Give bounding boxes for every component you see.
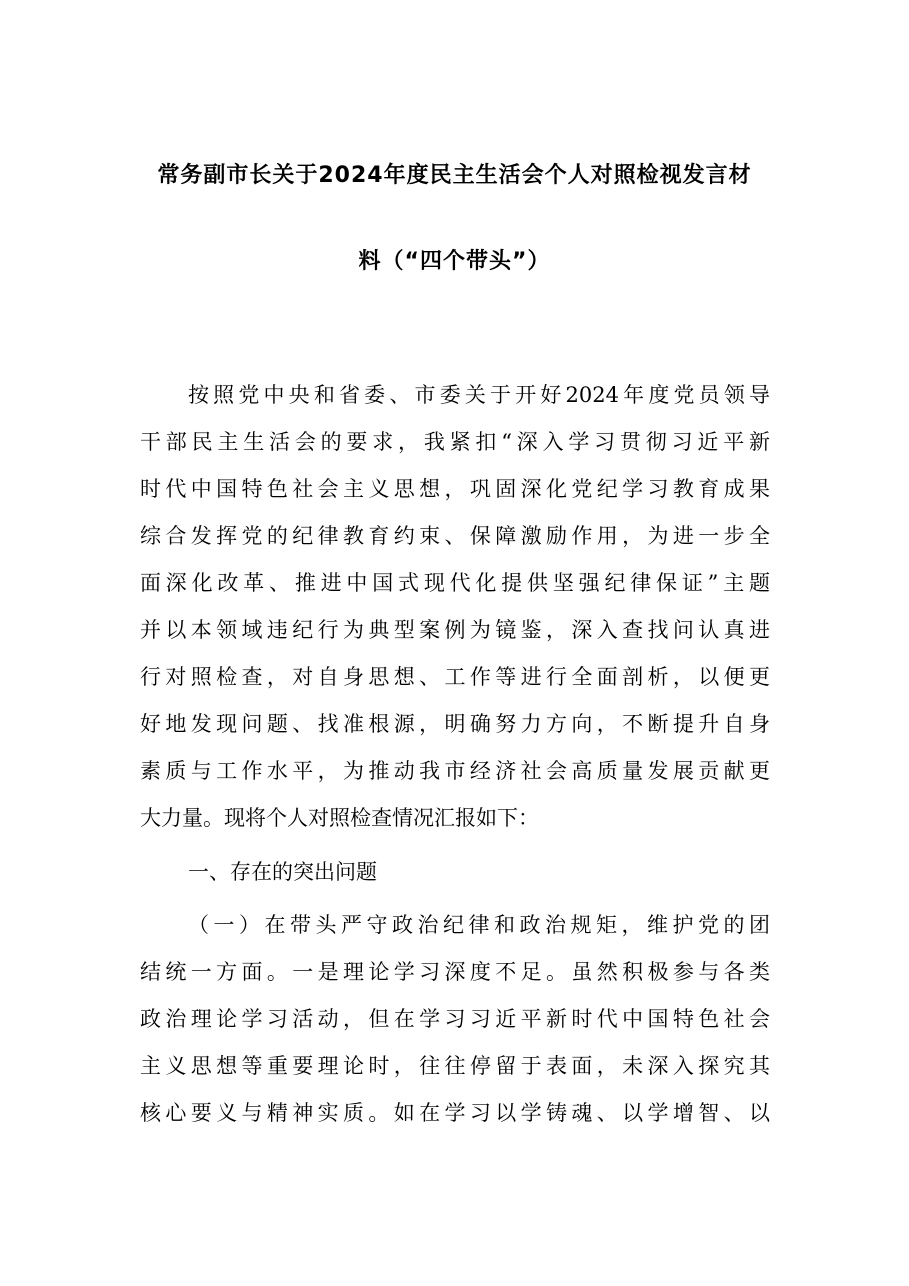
paragraph-1-line: 干部民主生活会的要求，我紧扣“深入学习贯彻习近平新 — [140, 430, 770, 454]
paragraph-1-line: 时代中国特色社会主义思想，巩固深化党纪学习教育成果 — [140, 477, 770, 501]
paragraph-2-line: （一）在带头严守政治纪律和政治规矩，维护党的团 — [188, 913, 770, 937]
document-title-line-1: 常务副市长关于2024年度民主生活会个人对照检视发言材 — [157, 163, 752, 188]
paragraph-2-line: 主义思想等重要理论时，往往停留于表面，未深入探究其 — [140, 1054, 770, 1078]
paragraph-2-line: 结统一方面。一是理论学习深度不足。虽然积极参与各类 — [140, 960, 770, 984]
paragraph-1-line: 按照党中央和省委、市委关于开好2024年度党员领导 — [188, 383, 770, 407]
document-title-line-2: 料（“四个带头”） — [358, 249, 551, 274]
paragraph-2-line: 政治理论学习活动，但在学习习近平新时代中国特色社会 — [140, 1007, 770, 1031]
paragraph-1-line: 大力量。现将个人对照检查情况汇报如下： — [140, 806, 539, 830]
paragraph-1-line: 综合发挥党的纪律教育约束、保障激励作用，为进一步全 — [140, 524, 770, 548]
paragraph-1-line: 行对照检查，对自身思想、工作等进行全面剖析，以便更 — [140, 665, 770, 689]
paragraph-1-line: 素质与工作水平，为推动我市经济社会高质量发展贡献更 — [140, 759, 770, 783]
paragraph-2-line: 核心要义与精神实质。如在学习以学铸魂、以学增智、以 — [140, 1101, 770, 1125]
paragraph-1-line: 并以本领域违纪行为典型案例为镜鉴，深入查找问认真进 — [140, 618, 770, 642]
paragraph-1-line: 面深化改革、推进中国式现代化提供坚强纪律保证”主题 — [140, 571, 770, 595]
paragraph-1-line: 好地发现问题、找准根源，明确努力方向，不断提升自身 — [140, 712, 770, 736]
section-heading: 一、存在的突出问题 — [188, 860, 377, 884]
